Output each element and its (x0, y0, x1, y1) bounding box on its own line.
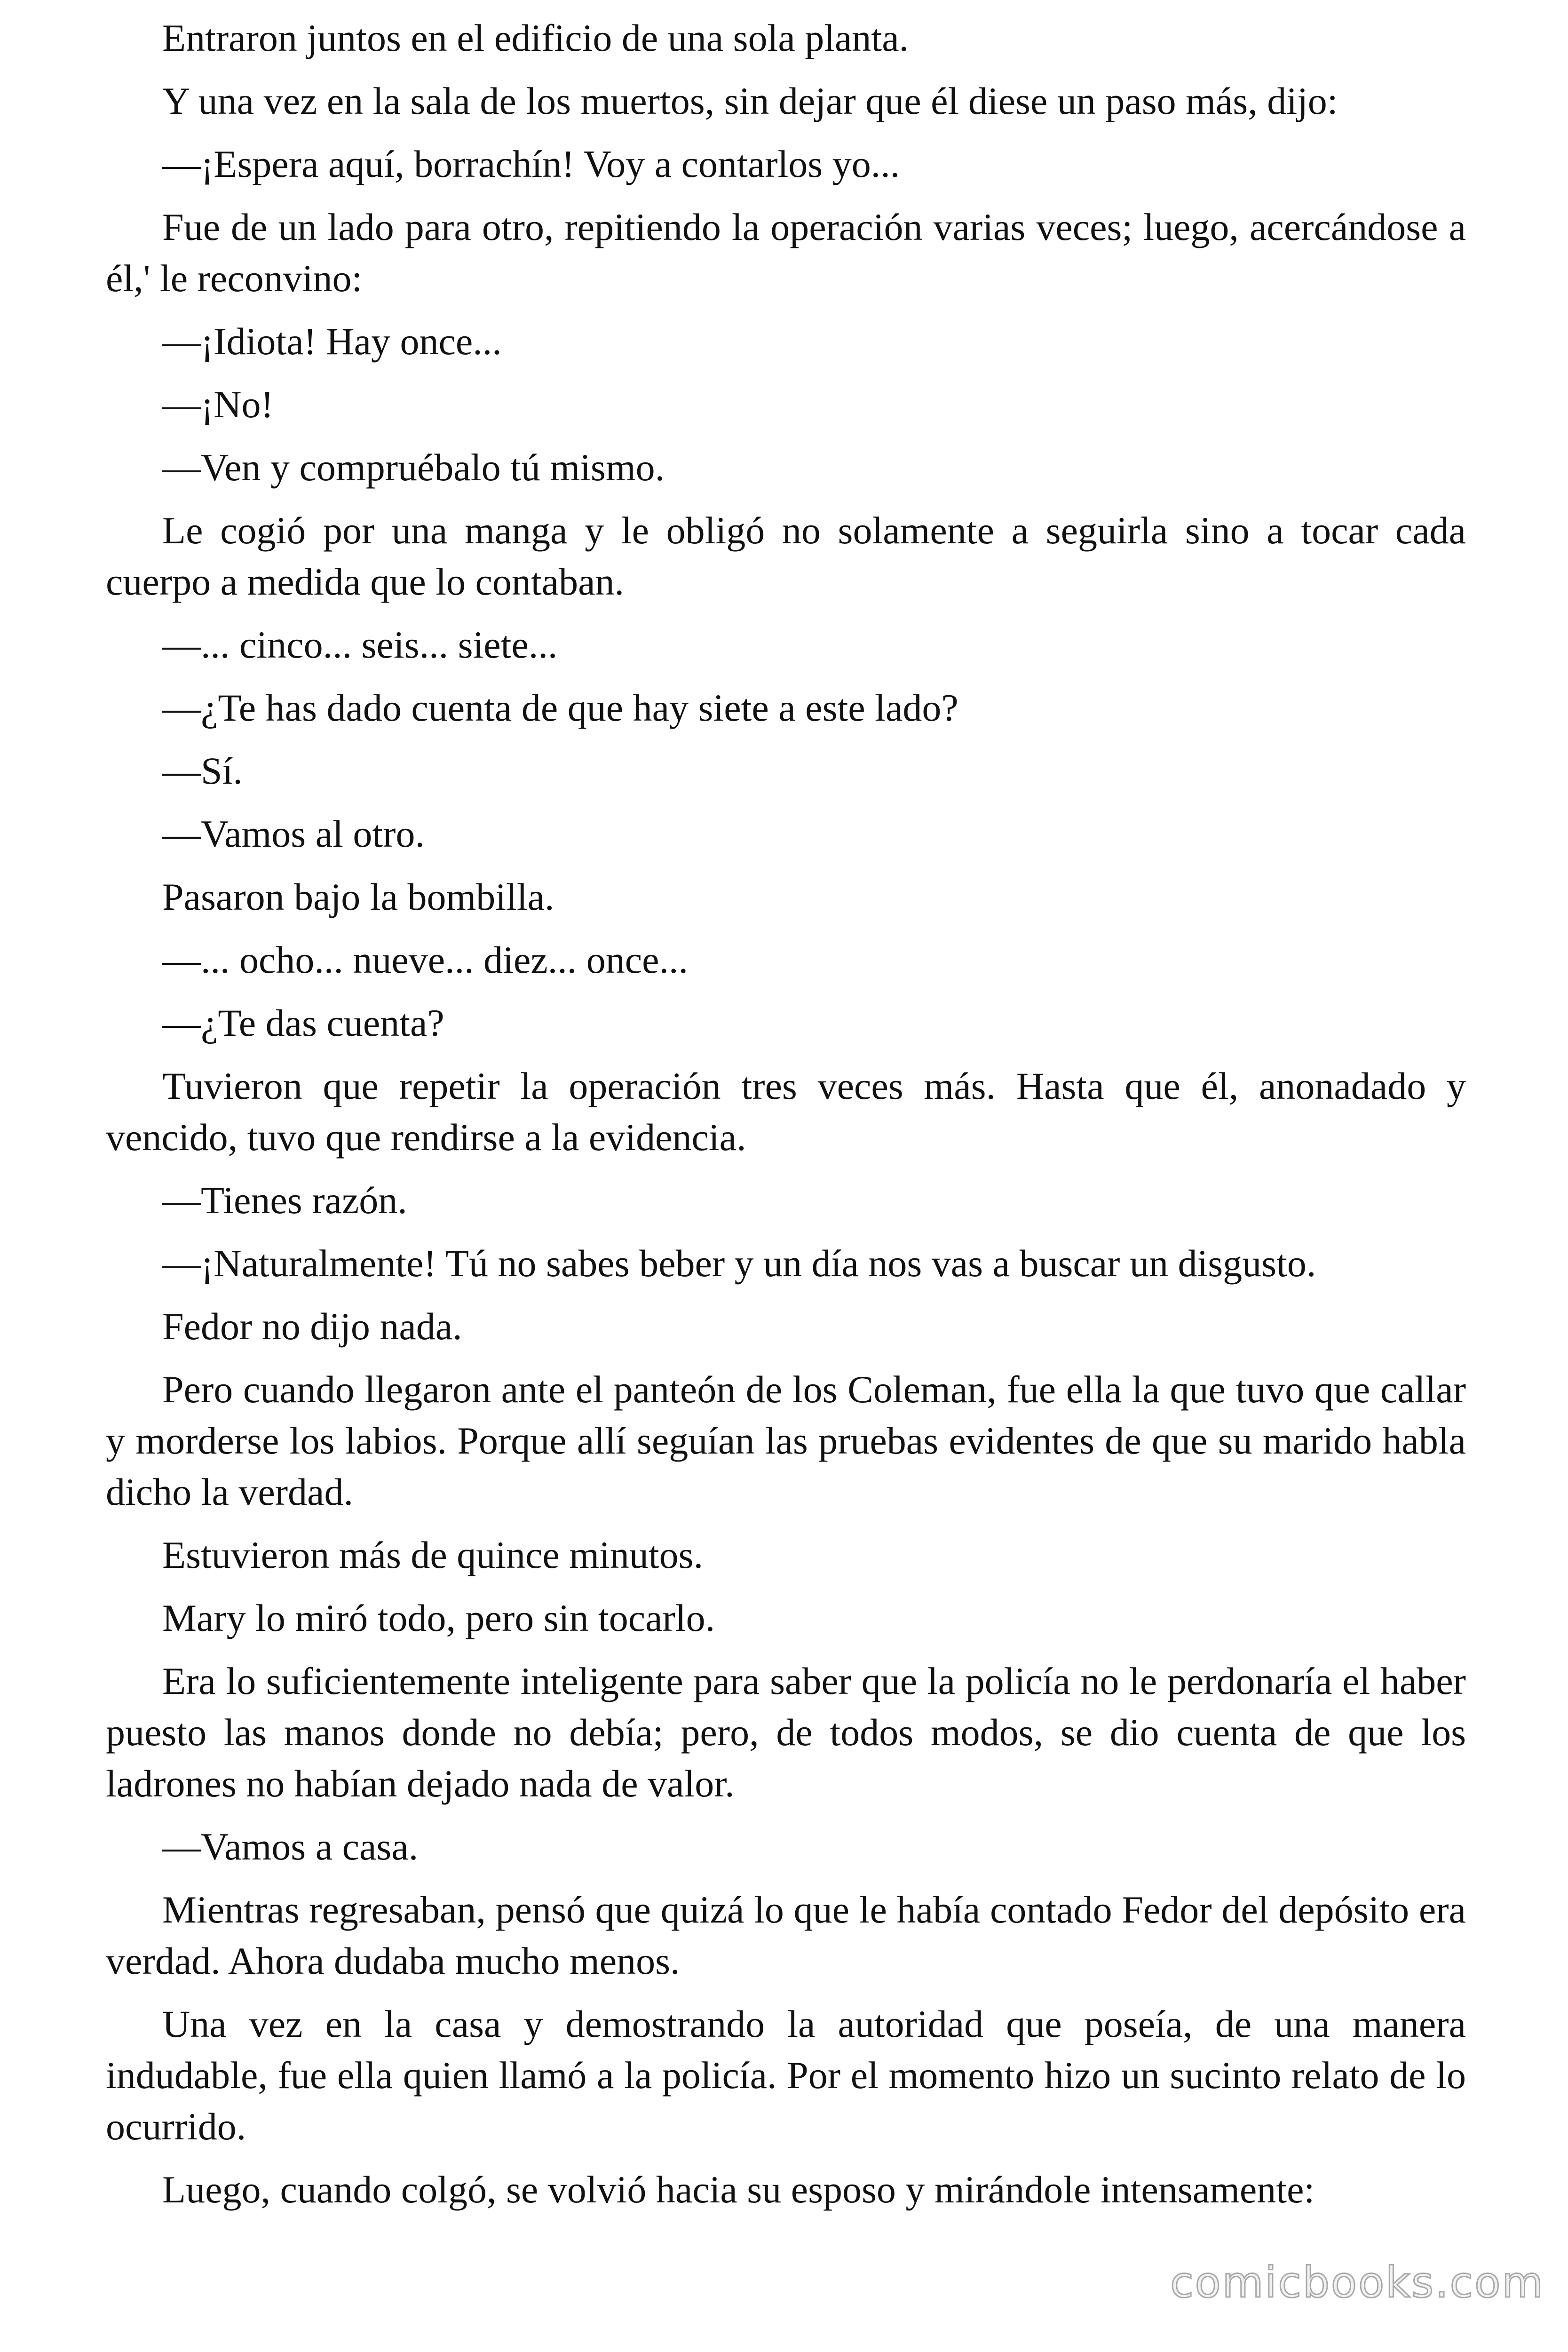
paragraph: Pasaron bajo la bombilla. (162, 875, 554, 918)
paragraph: Y una vez en la sala de los muertos, sin dejar que él diese un paso más, dijo: (162, 79, 1338, 122)
watermark-logo: comicbooks.com (1170, 2258, 1544, 2307)
paragraph: —¡Espera aquí, borrachín! Voy a contarlos yo... (162, 143, 900, 185)
paragraph: —¡Idiota! Hay once... (162, 320, 502, 363)
paragraph: Pero cuando llegaron ante el panteón de los Coleman, fue ella la que tuvo que callar y morderse los labios. Porque allí seguían las pruebas evidentes de que su marido habla dicho la verdad. (106, 1368, 1466, 1513)
paragraph: —Tienes razón. (162, 1179, 407, 1222)
paragraph: Mary lo miró todo, pero sin tocarlo. (162, 1597, 715, 1639)
paragraph: Tuvieron que repetir la operación tres veces más. Hasta que él, anonadado y vencido, tuvo que rendirse a la evidencia. (106, 1065, 1466, 1159)
paragraph: Mientras regresaban, pensó que quizá lo que le había contado Fedor del depósito era verdad. Ahora dudaba mucho menos. (106, 1888, 1466, 1982)
paragraph: —¿Te has dado cuenta de que hay siete a este lado? (162, 686, 958, 729)
paragraph: —¿Te das cuenta? (162, 1001, 444, 1044)
paragraph: Fue de un lado para otro, repitiendo la operación varias veces; luego, acercándose a él,' le reconvino: (106, 206, 1466, 300)
paragraph: —¡No! (162, 383, 274, 426)
paragraph: —Sí. (162, 749, 243, 792)
paragraph: Era lo suficientemente inteligente para saber que la policía no le perdonaría el haber puesto las manos donde no debía; pero, de todos modos, se dio cuenta de que los ladrones no habían dejado nada de valor. (106, 1660, 1466, 1805)
paragraph: Entraron juntos en el edificio de una sola planta. (162, 16, 909, 59)
paragraph: —Vamos a casa. (162, 1825, 419, 1868)
paragraph: Fedor no dijo nada. (162, 1305, 462, 1348)
paragraph: Le cogió por una manga y le obligó no solamente a seguirla sino a tocar cada cuerpo a medida que lo contaban. (106, 509, 1466, 603)
paragraph: —... ocho... nueve... diez... once... (162, 938, 689, 981)
paragraph: —Vamos al otro. (162, 812, 425, 855)
paragraph: —¡Naturalmente! Tú no sabes beber y un día nos vas a buscar un disgusto. (162, 1242, 1316, 1285)
paragraph: —... cinco... seis... siete... (162, 623, 558, 666)
paragraph: Luego, cuando colgó, se volvió hacia su esposo y mirándole intensamente: (162, 2168, 1315, 2211)
paragraph: Una vez en la casa y demostrando la autoridad que poseía, de una manera indudable, fue ella quien llamó a la policía. Por el momento hizo un sucinto relato de lo ocurrido. (106, 2002, 1466, 2148)
book-page (106, 0, 1466, 2352)
paragraph: Estuvieron más de quince minutos. (162, 1534, 704, 1576)
paragraph: —Ven y compruébalo tú mismo. (162, 446, 665, 489)
